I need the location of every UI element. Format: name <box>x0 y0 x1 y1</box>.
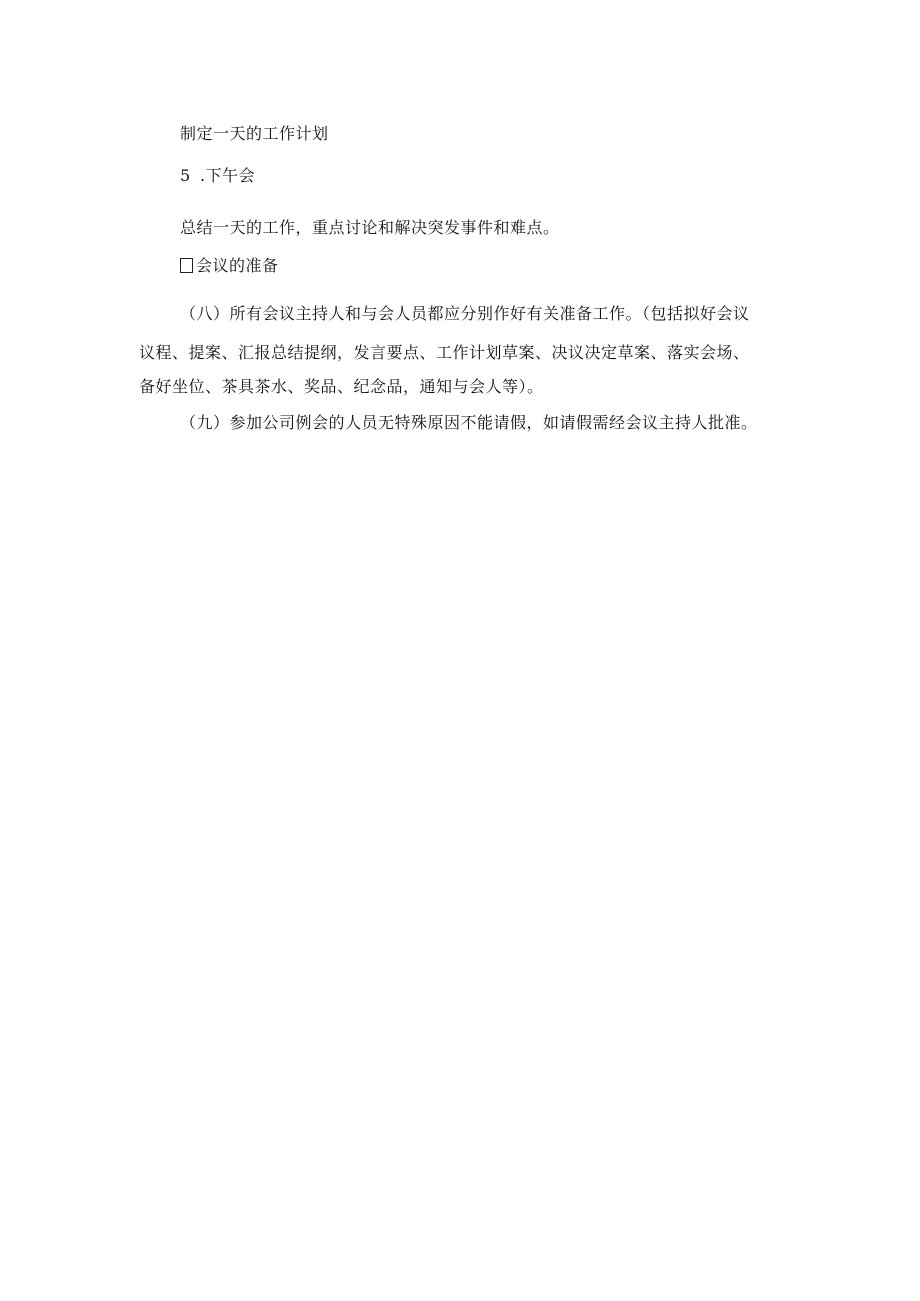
heading-text: .下午会 <box>200 166 256 185</box>
work-plan-line: 制定一天的工作计划 <box>180 124 329 143</box>
item-8-line-3: 备好坐位、茶具茶水、奖品、纪念品，通知与会人等）。 <box>139 377 544 396</box>
item-8-line-1: （八）所有会议主持人和与会人员都应分别作好有关准备工作。（包括拟好会议 <box>180 304 750 323</box>
heading-number: 5 <box>180 166 191 185</box>
section-heading-text: 会议的准备 <box>196 256 279 275</box>
afternoon-meeting-description: 总结一天的工作，重点讨论和解决突发事件和难点。 <box>180 218 560 237</box>
item-8-line-2: 议程、提案、汇报总结提纲，发言要点、工作计划草案、决议决定草案、落实会场、 <box>139 343 750 362</box>
afternoon-meeting-heading <box>180 166 255 186</box>
item-9-paragraph: （九）参加公司例会的人员无特殊原因不能请假，如请假需经会议主持人批准。 <box>180 413 758 432</box>
checkbox-square-icon <box>180 258 193 273</box>
section-heading <box>180 256 279 276</box>
